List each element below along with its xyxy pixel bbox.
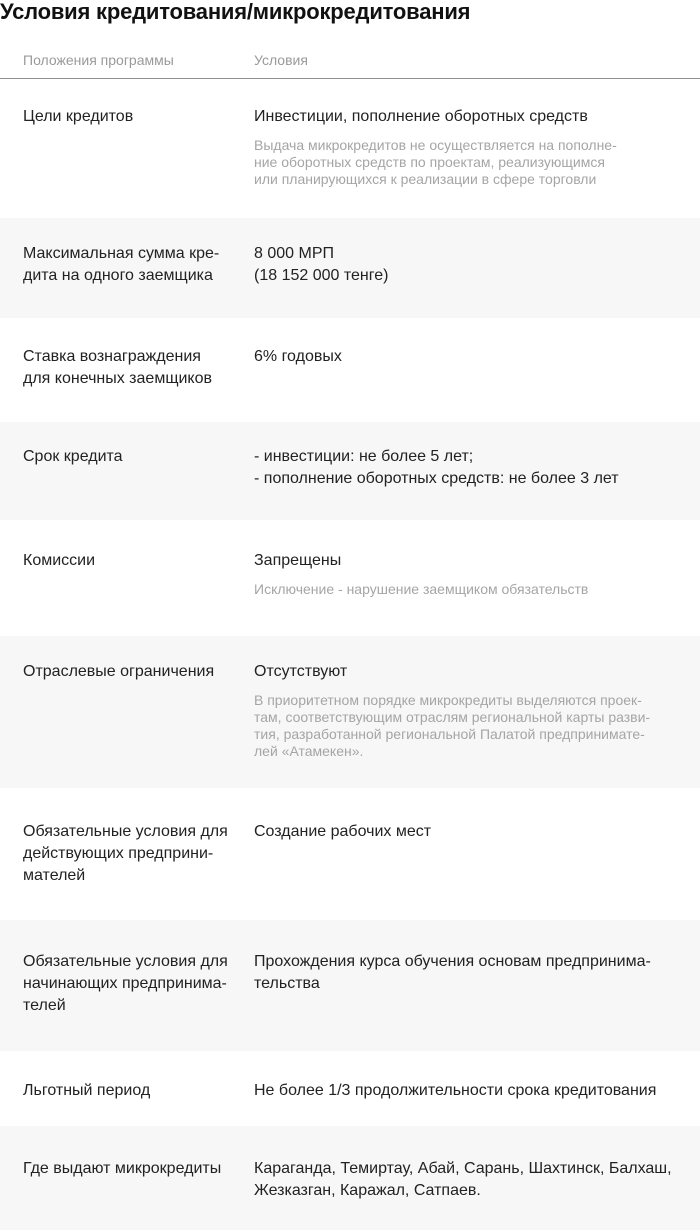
row-label-line: телей xyxy=(23,997,66,1014)
row-value xyxy=(254,1158,684,1202)
row-value-line: тельства xyxy=(254,975,320,992)
header-conditions: Условия xyxy=(254,52,308,68)
row-value-line: - инвестиции: не более 5 лет; xyxy=(254,448,474,465)
row-label-line: Обязательные условия для xyxy=(23,823,228,840)
row-note xyxy=(254,692,684,760)
row-note-line: или планирующихся к реализации в сфере торговли xyxy=(254,171,597,187)
table-row xyxy=(0,422,700,520)
row-note-line: лей «Атамекен». xyxy=(254,743,364,759)
row-label-line: Отраслевые ограничения xyxy=(23,663,215,680)
row-value-line: (18 152 000 тенге) xyxy=(254,267,389,284)
table-row xyxy=(0,318,700,422)
row-label-line: мателей xyxy=(23,867,86,884)
table-row xyxy=(0,788,700,920)
table-header xyxy=(0,44,700,79)
row-note xyxy=(254,581,684,598)
row-value-line: 6% годовых xyxy=(254,348,342,365)
row-value-line: Жезказган, Каражал, Сатпаев. xyxy=(254,1182,481,1199)
table-row xyxy=(0,636,700,788)
table-row xyxy=(0,920,700,1051)
page-title: Условия кредитования/микрокредитования xyxy=(0,0,471,24)
row-label xyxy=(23,446,238,468)
row-label xyxy=(23,1080,238,1102)
row-label-line: действующих предприни- xyxy=(23,845,214,862)
row-value-line: Создание рабочих мест xyxy=(254,823,432,840)
row-note-line: В приоритетном порядке микрокредиты выделяются проек- xyxy=(254,692,642,708)
row-value-line: Отсутствуют xyxy=(254,663,348,680)
table-row xyxy=(0,80,700,218)
row-note-line: Выдача микрокредитов не осуществляется на пополне- xyxy=(254,137,617,153)
row-value-line: Не более 1/3 продолжительности срока кредитования xyxy=(254,1082,657,1099)
row-label-line: Срок кредита xyxy=(23,448,123,465)
row-value xyxy=(254,346,684,368)
row-value xyxy=(254,821,684,843)
row-value-line: Прохождения курса обучения основам предпринима- xyxy=(254,953,651,970)
row-value-line: 8 000 МРП xyxy=(254,245,334,262)
row-note xyxy=(254,137,684,188)
table-row xyxy=(0,1126,700,1230)
row-value xyxy=(254,550,684,598)
row-value xyxy=(254,1080,684,1102)
row-label-line: Цели кредитов xyxy=(23,108,134,125)
table-row xyxy=(0,520,700,636)
row-label-line: Максимальная сумма кре- xyxy=(23,245,220,262)
row-value xyxy=(254,446,684,490)
row-label-line: Где выдают микрокредиты xyxy=(23,1160,222,1177)
row-label xyxy=(23,951,238,1017)
row-label-line: дита на одного заемщика xyxy=(23,267,213,284)
row-label-line: Обязательные условия для xyxy=(23,953,228,970)
row-label xyxy=(23,346,238,390)
row-label-line: для конечных заемщиков xyxy=(23,370,212,387)
row-label-line: начинающих предпринима- xyxy=(23,975,227,992)
row-label xyxy=(23,550,238,572)
header-program-provisions: Положения программы xyxy=(23,52,174,68)
row-label xyxy=(23,821,238,887)
table-row xyxy=(0,1051,700,1126)
row-label-line: Комиссии xyxy=(23,552,96,569)
row-value-line: - пополнение оборотных средств: не более 3 лет xyxy=(254,470,619,487)
row-value-line: Караганда, Темиртау, Абай, Сарань, Шахтинск, Балхаш, xyxy=(254,1160,672,1177)
row-label-line: Ставка вознаграждения xyxy=(23,348,201,365)
row-value-line: Инвестиции, пополнение оборотных средств xyxy=(254,108,588,125)
row-label xyxy=(23,661,238,683)
row-value xyxy=(254,243,684,287)
row-value-line: Запрещены xyxy=(254,552,342,569)
row-label-line: Льготный период xyxy=(23,1082,151,1099)
row-label xyxy=(23,106,238,128)
row-note-line: Исключение - нарушение заемщиком обязательств xyxy=(254,581,589,597)
row-note-line: там, соответствующим отраслям региональной карты разви- xyxy=(254,709,651,725)
row-value xyxy=(254,951,684,995)
row-note-line: ние оборотных средств по проектам, реализующимся xyxy=(254,154,605,170)
row-label xyxy=(23,243,238,287)
table-row xyxy=(0,218,700,318)
row-value xyxy=(254,661,684,760)
row-label xyxy=(23,1158,238,1180)
row-value xyxy=(254,106,684,188)
row-note-line: тия, разработанной региональной Палатой предпринимате- xyxy=(254,726,645,742)
